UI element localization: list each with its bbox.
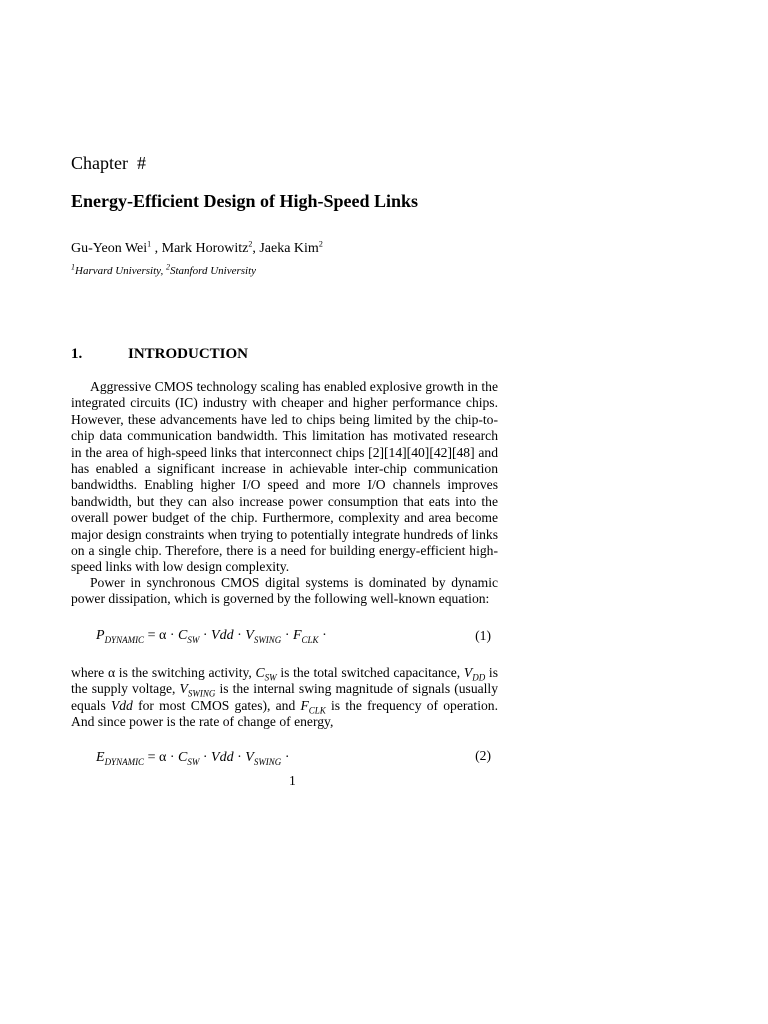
equation-number: (2) <box>475 748 491 763</box>
math-symbol: C <box>255 665 265 680</box>
math-subscript: SWING <box>187 689 216 700</box>
text-run: is the total switched capacitance, <box>276 665 464 680</box>
author-separator: , <box>252 241 260 256</box>
eq-operator: · <box>318 628 327 643</box>
eq-operator: · <box>281 750 290 765</box>
math-subscript: SW <box>264 672 277 683</box>
author-name: Jaeka Kim <box>259 241 319 256</box>
math-subscript: CLK <box>308 705 326 716</box>
equation-2 <box>96 749 496 767</box>
math-symbol: V <box>463 665 473 680</box>
math-symbol: F <box>300 697 309 713</box>
body-paragraph: Power in synchronous CMOS digital systems is dominated by dynamic power dissipation, which is governed by the following well-known equation: <box>71 575 498 607</box>
math-symbol: α <box>107 665 116 680</box>
affiliations <box>71 264 256 279</box>
eq-operator: · <box>166 628 178 643</box>
author-separator: , <box>151 241 162 256</box>
math-symbol: V <box>179 681 188 697</box>
eq-operator: · <box>199 628 212 643</box>
eq-symbol: V <box>245 750 254 765</box>
eq-operator: · <box>199 750 212 765</box>
eq-subscript: SWING <box>253 634 282 645</box>
affiliation-marker: 2 <box>165 262 170 272</box>
eq-symbol: α <box>158 750 167 765</box>
body-paragraph: Aggressive CMOS technology scaling has enabled explosive growth in the integrated circuits (IC) industry with cheaper and higher performance chips. However, these advancements have led to chips being limited by the chip-to-chip data communication bandwidth. This limitation has motivated research in the area of high-speed links that interconnect chips [2][14][40][42][48] and has enabled a significant increase in achievable inter-chip communication bandwidths. Enabling higher I/O speed and more I/O channels improves bandwidth, but they can also increase power consumption that eats into the overall power budget of the chip. Furthermore, complexity and area become major design constraints when trying to potentially integrate hundreds of links on a single chip. Therefore, there is a need for building energy-efficient high-speed links with low design complexity. <box>71 379 498 575</box>
eq-symbol: E <box>96 750 105 765</box>
affiliation-name: Harvard University, <box>75 265 166 277</box>
eq-symbol: C <box>178 750 188 765</box>
equation-1 <box>96 627 496 645</box>
section-heading <box>71 344 248 364</box>
affiliation-marker: 1 <box>71 262 75 272</box>
text-run: for most CMOS gates), and <box>132 697 301 713</box>
eq-symbol: Vdd <box>211 750 234 765</box>
eq-subscript: DYNAMIC <box>104 756 145 767</box>
eq-subscript: SW <box>187 634 200 645</box>
math-subscript: DD <box>472 672 486 683</box>
text-run: where <box>71 665 108 680</box>
affiliation-marker: 2 <box>318 239 323 249</box>
eq-symbol: C <box>178 628 188 643</box>
text-run: is the internal swing magnitude of signals (usually equals <box>71 681 499 713</box>
text-run: is the switching activity, <box>115 665 256 680</box>
eq-subscript: DYNAMIC <box>104 634 145 645</box>
eq-symbol: P <box>96 628 105 643</box>
body-paragraph <box>71 665 498 731</box>
eq-operator: · <box>233 750 246 765</box>
text-run: is the frequency of operation. And since power is the rate of change of energy, <box>71 697 498 730</box>
chapter-label: Chapter # <box>71 153 146 173</box>
eq-operator: · <box>166 750 178 765</box>
author-name: Gu-Yeon Wei <box>71 241 148 256</box>
equation-number: (1) <box>475 628 491 643</box>
author-name: Mark Horowitz <box>161 241 249 256</box>
math-symbol: Vdd <box>110 697 133 713</box>
paper-title: Energy-Efficient Design of High-Speed Links <box>71 191 419 211</box>
eq-symbol: α <box>158 628 167 643</box>
page-number: 1 <box>289 773 296 788</box>
eq-subscript: SW <box>187 756 200 767</box>
eq-symbol: V <box>245 628 254 643</box>
eq-operator: = <box>144 628 159 643</box>
affiliation-name: Stanford University <box>169 265 257 277</box>
eq-subscript: CLK <box>301 634 319 645</box>
author-list <box>71 240 323 258</box>
eq-operator: · <box>233 628 246 643</box>
text-run: is the supply voltage, <box>71 665 498 697</box>
eq-subscript: SWING <box>253 756 282 767</box>
eq-symbol: Vdd <box>211 628 234 643</box>
section-number: 1. <box>71 346 83 362</box>
section-title: INTRODUCTION <box>128 346 249 362</box>
eq-symbol: F <box>292 628 302 643</box>
eq-operator: = <box>144 750 159 765</box>
affiliation-marker: 2 <box>248 239 253 249</box>
eq-operator: · <box>281 628 293 643</box>
affiliation-marker: 1 <box>147 239 152 249</box>
